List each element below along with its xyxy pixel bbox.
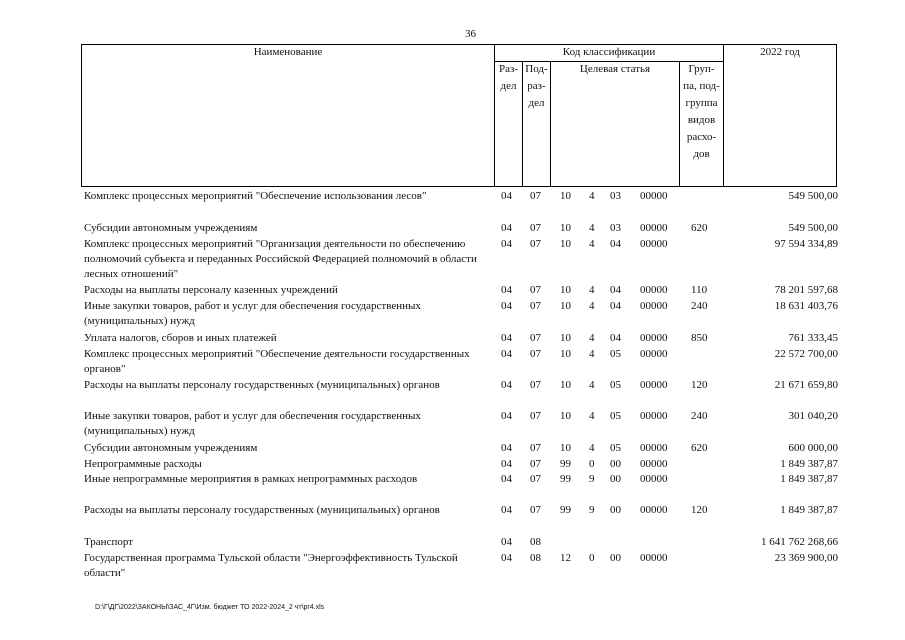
row-pr: 08 <box>530 552 541 564</box>
row-k: 4 <box>589 222 595 234</box>
row-n: 00000 <box>640 410 668 422</box>
row-pr: 08 <box>530 536 541 548</box>
row-amount: 1 849 387,87 <box>780 458 838 470</box>
row-p: 10 <box>560 379 571 391</box>
row-vr: 850 <box>691 332 708 344</box>
row-rz: 04 <box>501 238 512 250</box>
row-name: Иные закупки товаров, работ и услуг для обеспечения государственных (муниципальных) нужд <box>84 300 421 327</box>
row-amount: 21 671 659,80 <box>774 379 838 391</box>
row-n: 00000 <box>640 300 668 312</box>
row-vr: 240 <box>691 300 708 312</box>
header-year: 2022 год <box>760 46 800 58</box>
row-name: Расходы на выплаты персоналу государственных (муниципальных) органов <box>84 379 440 391</box>
row-name: Комплекс процессных мероприятий "Обеспечение деятельности государственных органов" <box>84 348 470 375</box>
header-group: Груп- па, под- группа видов расхо- дов <box>683 63 720 160</box>
row-rz: 04 <box>501 284 512 296</box>
header-target: Целевая статья <box>579 63 651 75</box>
row-n: 00000 <box>640 379 668 391</box>
row-m: 00 <box>610 504 621 516</box>
row-vr: 120 <box>691 504 708 516</box>
file-path-footer: D:\Г\ДГ\2022\ЗАКОНЫ\ЗАС_4Г\Изм. бюджет ТО 2022-2024_2 чт\pr4.xls <box>95 604 325 611</box>
row-rz: 04 <box>501 379 512 391</box>
row-p: 10 <box>560 300 571 312</box>
row-k: 9 <box>589 504 595 516</box>
header-razdel: Раз- дел <box>498 63 518 92</box>
header-podrazdel: Под- раз- дел <box>525 63 548 109</box>
row-amount: 1 849 387,87 <box>780 504 838 516</box>
row-n: 00000 <box>640 348 668 360</box>
row-k: 4 <box>589 238 595 250</box>
row-name: Комплекс процессных мероприятий "Обеспечение использования лесов" <box>84 190 427 202</box>
row-vr: 110 <box>691 284 708 296</box>
row-p: 99 <box>560 504 571 516</box>
row-rz: 04 <box>501 458 512 470</box>
row-k: 4 <box>589 332 595 344</box>
row-vr: 120 <box>691 379 708 391</box>
row-k: 9 <box>589 473 595 485</box>
row-pr: 07 <box>530 410 541 422</box>
row-rz: 04 <box>501 442 512 454</box>
row-name: Иные непрограммные мероприятия в рамках непрограммных расходов <box>84 473 418 485</box>
row-rz: 04 <box>501 504 512 516</box>
row-p: 10 <box>560 238 571 250</box>
row-pr: 07 <box>530 284 541 296</box>
row-m: 03 <box>610 222 621 234</box>
header-name: Наименование <box>253 46 323 58</box>
row-amount: 1 849 387,87 <box>780 473 838 485</box>
row-amount: 301 040,20 <box>788 410 838 422</box>
row-p: 10 <box>560 410 571 422</box>
row-k: 4 <box>589 348 595 360</box>
row-pr: 07 <box>530 458 541 470</box>
row-amount: 97 594 334,89 <box>774 238 838 250</box>
row-rz: 04 <box>501 332 512 344</box>
row-amount: 600 000,00 <box>788 442 838 454</box>
row-p: 10 <box>560 190 571 202</box>
row-p: 10 <box>560 348 571 360</box>
row-rz: 04 <box>501 536 512 548</box>
row-rz: 04 <box>501 300 512 312</box>
row-n: 00000 <box>640 238 668 250</box>
row-pr: 07 <box>530 222 541 234</box>
row-amount: 761 333,45 <box>788 332 838 344</box>
row-name: Расходы на выплаты персоналу государственных (муниципальных) органов <box>84 504 440 516</box>
row-pr: 07 <box>530 504 541 516</box>
row-m: 03 <box>610 190 621 202</box>
row-m: 04 <box>610 238 621 250</box>
row-amount: 23 369 900,00 <box>774 552 838 564</box>
row-rz: 04 <box>501 190 512 202</box>
row-name: Субсидии автономным учреждениям <box>84 222 258 234</box>
row-m: 04 <box>610 284 621 296</box>
row-m: 05 <box>610 442 621 454</box>
row-n: 00000 <box>640 473 668 485</box>
header-code: Код классификации <box>562 46 656 58</box>
row-p: 99 <box>560 473 571 485</box>
row-k: 4 <box>589 379 595 391</box>
row-pr: 07 <box>530 379 541 391</box>
row-rz: 04 <box>501 473 512 485</box>
row-m: 00 <box>610 552 621 564</box>
row-pr: 07 <box>530 190 541 202</box>
row-m: 05 <box>610 379 621 391</box>
row-k: 0 <box>589 552 595 564</box>
row-vr: 620 <box>691 442 708 454</box>
row-m: 04 <box>610 300 621 312</box>
row-name: Субсидии автономным учреждениям <box>84 442 258 454</box>
row-n: 00000 <box>640 552 668 564</box>
row-p: 10 <box>560 284 571 296</box>
row-m: 05 <box>610 348 621 360</box>
row-rz: 04 <box>501 552 512 564</box>
row-amount: 22 572 700,00 <box>774 348 838 360</box>
row-amount: 78 201 597,68 <box>774 284 838 296</box>
row-amount: 549 500,00 <box>788 190 838 202</box>
row-k: 0 <box>589 458 595 470</box>
row-pr: 07 <box>530 348 541 360</box>
row-p: 99 <box>560 458 571 470</box>
row-m: 04 <box>610 332 621 344</box>
row-rz: 04 <box>501 348 512 360</box>
row-name: Государственная программа Тульской области "Энергоэффективность Тульской области" <box>84 552 458 579</box>
row-amount: 1 641 762 268,66 <box>761 536 838 548</box>
row-name: Транспорт <box>84 536 134 548</box>
row-m: 00 <box>610 458 621 470</box>
row-k: 4 <box>589 300 595 312</box>
row-k: 4 <box>589 442 595 454</box>
row-pr: 07 <box>530 442 541 454</box>
row-amount: 549 500,00 <box>788 222 838 234</box>
row-pr: 07 <box>530 332 541 344</box>
row-m: 00 <box>610 473 621 485</box>
row-p: 10 <box>560 442 571 454</box>
row-k: 4 <box>589 410 595 422</box>
row-p: 12 <box>560 552 571 564</box>
row-n: 00000 <box>640 222 668 234</box>
page-number: 36 <box>465 28 476 40</box>
row-rz: 04 <box>501 410 512 422</box>
row-name: Иные закупки товаров, работ и услуг для обеспечения государственных (муниципальных) нужд <box>84 410 421 437</box>
row-n: 00000 <box>640 442 668 454</box>
row-name: Уплата налогов, сборов и иных платежей <box>84 332 277 344</box>
row-amount: 18 631 403,76 <box>774 300 838 312</box>
row-n: 00000 <box>640 190 668 202</box>
row-p: 10 <box>560 332 571 344</box>
row-k: 4 <box>589 190 595 202</box>
row-pr: 07 <box>530 473 541 485</box>
row-vr: 620 <box>691 222 708 234</box>
row-p: 10 <box>560 222 571 234</box>
row-name: Непрограммные расходы <box>84 458 202 470</box>
row-m: 05 <box>610 410 621 422</box>
row-rz: 04 <box>501 222 512 234</box>
row-pr: 07 <box>530 300 541 312</box>
row-k: 4 <box>589 284 595 296</box>
row-name: Комплекс процессных мероприятий "Организация деятельности по обеспечению полномочий субъекта и переданных Российской Федерацией полномочий в области лесных отношений" <box>84 238 477 280</box>
row-n: 00000 <box>640 504 668 516</box>
row-vr: 240 <box>691 410 708 422</box>
row-n: 00000 <box>640 284 668 296</box>
row-name: Расходы на выплаты персоналу казенных учреждений <box>84 284 338 296</box>
row-pr: 07 <box>530 238 541 250</box>
row-n: 00000 <box>640 458 668 470</box>
row-n: 00000 <box>640 332 668 344</box>
